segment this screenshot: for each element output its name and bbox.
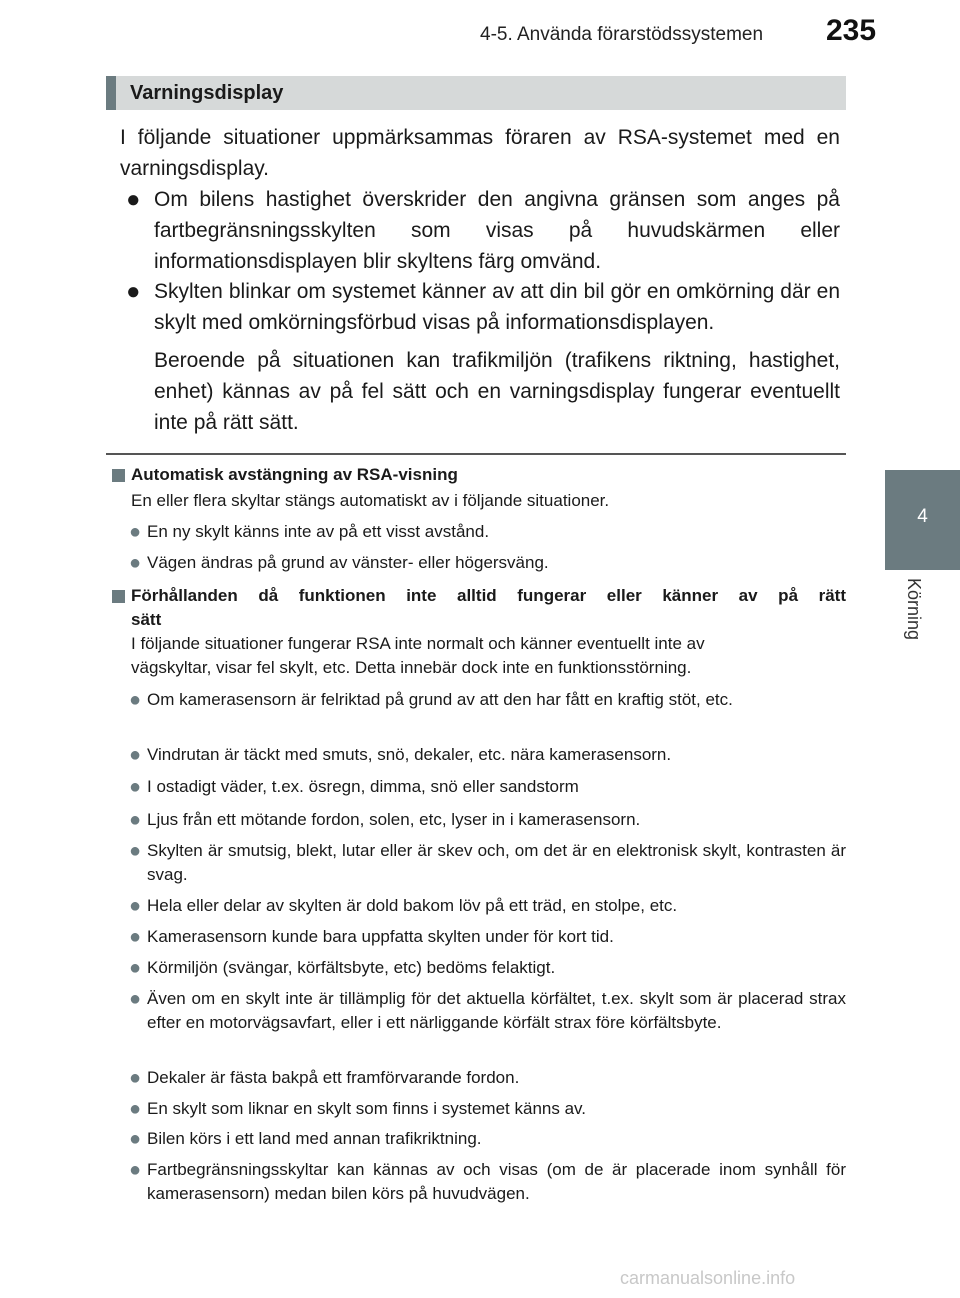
list-item-text: Körmiljön (svängar, körfältsbyte, etc) bedöms felaktigt. [147,958,556,977]
square-bullet-icon [112,469,125,482]
subsection-text-line1: I följande situationer fungerar RSA inte normalt och känner eventuellt inte av [131,634,705,653]
big-bullet-item [126,184,840,277]
square-bullet-icon [112,590,125,603]
bullet-icon: ● [126,186,141,213]
list-item [129,925,846,949]
list-item [129,1097,846,1121]
bullet-icon: ● [126,278,141,305]
page-number: 235 [826,14,877,47]
note-paragraph: Beroende på situationen kan trafikmiljön (trafikens riktning, hastighet, enhet) kännas av på fel sätt och en varningsdisplay fungerar eventuellt inte på rätt sätt. [154,349,840,434]
section-title: Varningsdisplay [130,82,284,104]
list-item [129,743,846,767]
subsection-heading-text: Automatisk avstängning av RSA-visning [131,465,458,484]
subsection-heading [112,463,846,487]
bullet-icon: ● [129,895,142,917]
bullet-icon: ● [129,809,142,831]
subsection-heading [112,584,846,632]
subsection-heading-line1: Förhållanden då funktionen inte alltid fungerar eller känner av på rätt [131,586,846,605]
bullet-icon: ● [129,926,142,948]
chapter-label: Körning [904,578,924,641]
list-item-text: Fartbegränsningsskyltar kan kännas av och visas (om de är placerade inom synhåll för kamerasensorn) medan bilen körs på huvudvägen. [147,1160,846,1203]
header-title: 4-5. Använda förarstödssystemen [480,24,764,45]
bullet-icon: ● [129,521,142,543]
chapter-label-wrap [895,578,935,658]
bullet-icon: ● [129,1159,142,1181]
divider [106,453,846,455]
watermark: carmanualsonline.info [620,1268,796,1288]
big-bullet-text: Skylten blinkar om systemet känner av att din bil gör en omkörning där en skylt med omkörningsförbud visas på informationsdisplayen. [154,280,840,334]
list-item-text: En skylt som liknar en skylt som finns i systemet känns av. [147,1099,586,1118]
subsection-heading-line2: sätt [131,610,162,629]
subsection-text: En eller flera skyltar stängs automatiskt av i följande situationer. [131,491,610,510]
list-item-text: Kamerasensorn kunde bara uppfatta skylten under för kort tid. [147,927,614,946]
bullet-icon: ● [129,689,142,711]
list-item [129,775,846,799]
big-bullet-item [126,276,840,338]
list-item [129,688,846,712]
list-item-text: Bilen körs i ett land med annan trafikriktning. [147,1129,482,1148]
bullet-icon: ● [129,840,142,862]
bullet-icon: ● [129,957,142,979]
list-item-text: En ny skylt känns inte av på ett visst avstånd. [147,522,490,541]
list-item-text: Om kamerasensorn är felriktad på grund av att den har fått en kraftig stöt, etc. [147,690,733,709]
list-item [129,1066,846,1090]
intro-paragraph: I följande situationer uppmärksammas föraren av RSA-systemet med en varningsdisplay. [120,126,840,180]
list-item-text: Ljus från ett mötande fordon, solen, etc, lyser in i kamerasensorn. [147,810,641,829]
subsection-text-line2: vägskyltar, visar fel skylt, etc. Detta innebär dock inte en funktionsstörning. [131,658,692,677]
list-item [129,1127,846,1151]
chapter-number: 4 [917,506,928,527]
list-item [129,520,846,544]
list-item [129,808,846,832]
bullet-icon: ● [129,552,142,574]
list-item-text: I ostadigt väder, t.ex. ösregn, dimma, snö eller sandstorm [147,777,579,796]
chapter-tab[interactable] [885,470,960,570]
bullet-icon: ● [129,1128,142,1150]
list-item-text: Dekaler är fästa bakpå ett framförvarande fordon. [147,1068,520,1087]
subsection-text [131,632,846,680]
bullet-icon: ● [129,988,142,1010]
list-item-text: Hela eller delar av skylten är dold bakom löv på ett träd, en stolpe, etc. [147,896,678,915]
list-item [129,894,846,918]
list-item [129,551,846,575]
bullet-icon: ● [129,776,142,798]
bullet-icon: ● [129,744,142,766]
bullet-icon: ● [129,1098,142,1120]
list-item [129,987,846,1035]
list-item [129,839,846,887]
big-bullet-text: Om bilens hastighet överskrider den angivna gränsen som anges på fartbegränsningsskylten som visas på huvudskärmen eller informationsdisplayen blir skyltens färg omvänd. [154,188,840,273]
list-item [129,1158,846,1206]
list-item-text: Vindrutan är täckt med smuts, snö, dekaler, etc. nära kamerasensorn. [147,745,672,764]
section-header [106,76,846,110]
list-item-text: Vägen ändras på grund av vänster- eller högersväng. [147,553,549,572]
bullet-icon: ● [129,1067,142,1089]
list-item-text: Även om en skylt inte är tillämplig för det aktuella körfältet, t.ex. skylt som är placerad strax efter en motorvägsavfart, eller i ett närliggande körfält strax före körfältsbyte. [147,989,846,1032]
list-item [129,956,846,980]
list-item-text: Skylten är smutsig, blekt, lutar eller är skev och, om det är en elektronisk skylt, kontrasten är svag. [147,841,846,884]
